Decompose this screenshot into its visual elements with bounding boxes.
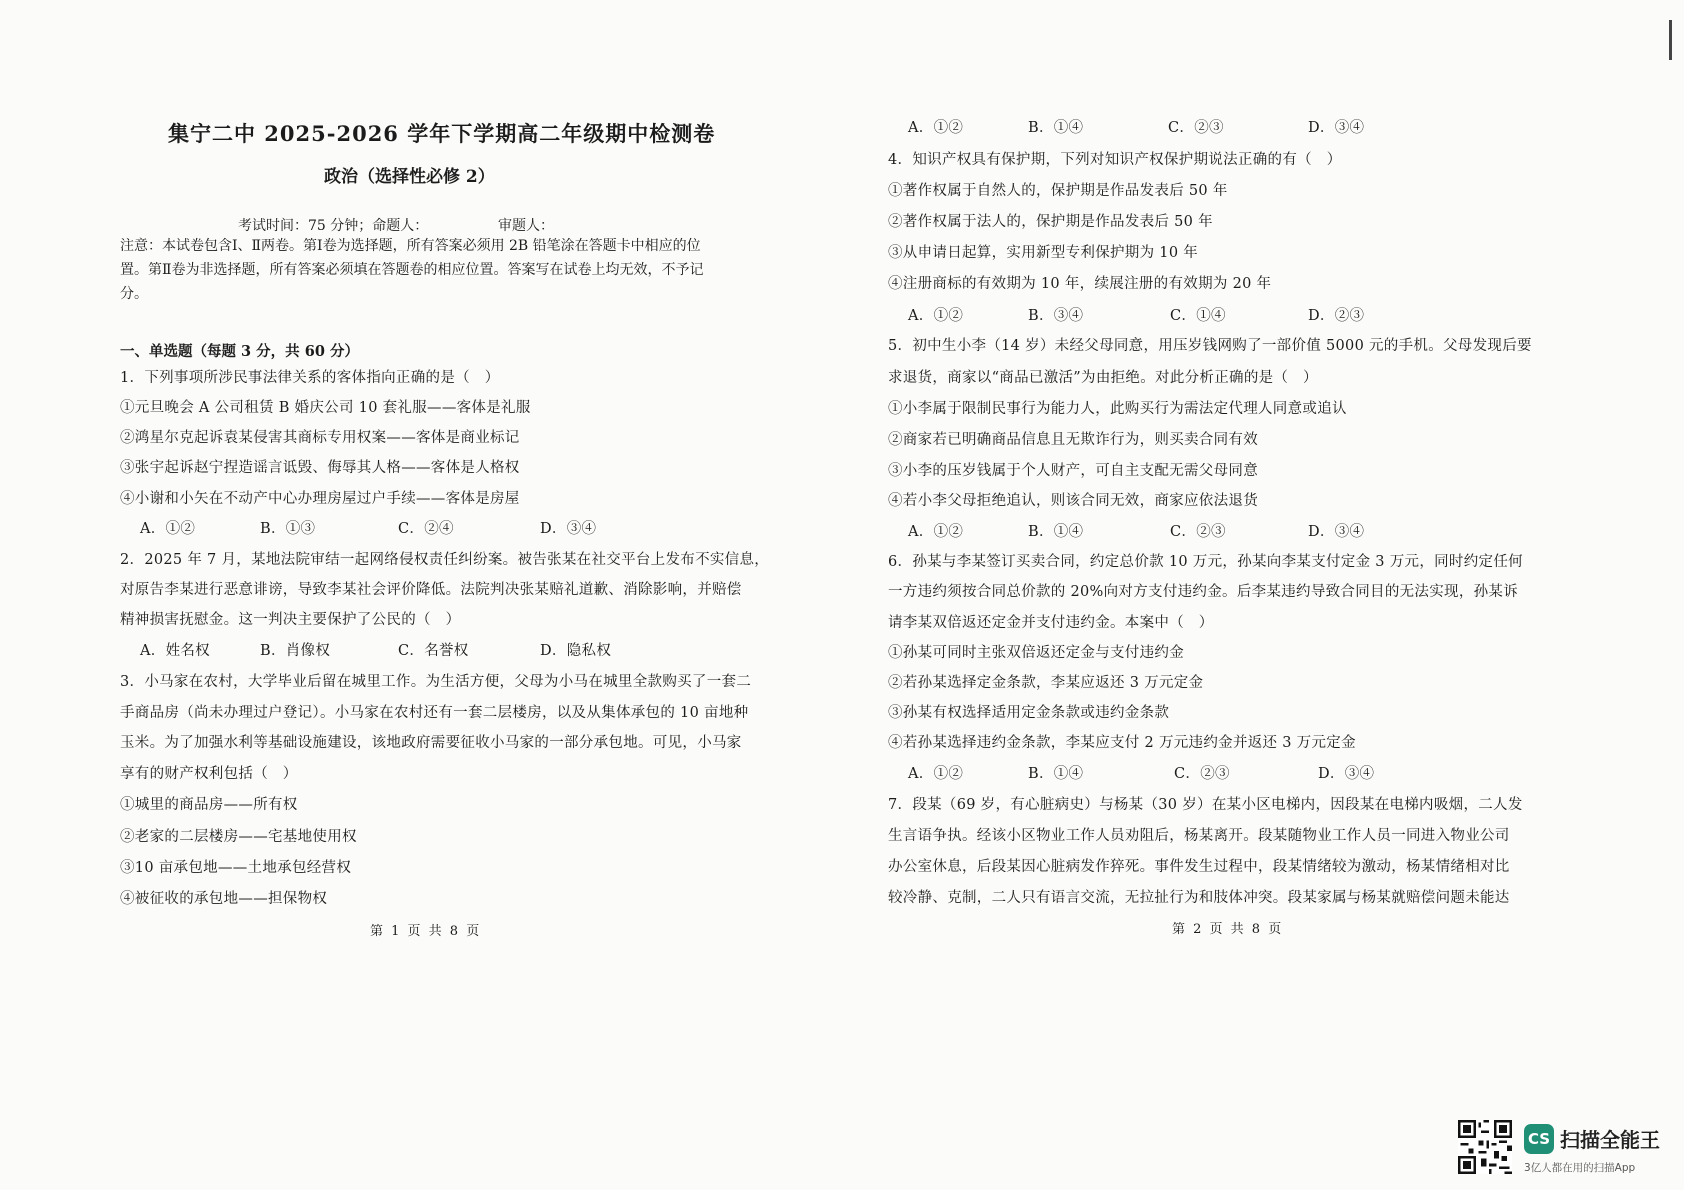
question-6-line: 6．孙某与李某签订买卖合同，约定总价款 10 万元，孙某向李某支付定金 3 万元，同时约定任何 [888, 554, 1523, 570]
question-4-item: ①著作权属于自然人的，保护期是作品发表后 50 年 [888, 183, 1228, 199]
question-7-line: 较冷静、克制，二人只有语言交流，无拉扯行为和肢体冲突。段某家属与杨某就赔偿问题未能达 [888, 890, 1510, 906]
page-1 [120, 0, 800, 1060]
question-3-item: ②老家的二层楼房——宅基地使用权 [120, 829, 357, 845]
question-3-item: ①城里的商品房——所有权 [120, 797, 298, 813]
question-4-item: ③从申请日起算，实用新型专利保护期为 10 年 [888, 245, 1199, 261]
question-6-line: 一方违约须按合同总价款的 20%向对方支付违约金。后李某违约导致合同目的无法实现，孙某诉 [888, 584, 1519, 600]
question-2-option-b: B．肖像权 [260, 643, 331, 659]
question-5-line: 求退货，商家以“商品已激活”为由拒绝。对此分析正确的是（ ） [888, 370, 1318, 386]
page-footer: 第 2 页 共 8 页 [1172, 922, 1284, 937]
question-2-option-c: C．名誉权 [398, 643, 469, 659]
exam-notice: 注意：本试卷包含Ⅰ、Ⅱ两卷。第Ⅰ卷为选择题，所有答案必须用 2B 铅笔涂在答题卡中相应的位置。第Ⅱ卷为非选择题，所有答案必须填在答题卷的相应位置。答案写在试卷上均无效，不予记分。 [120, 238, 704, 302]
question-6-option-d: D．③④ [1318, 766, 1375, 782]
section-heading: 一、单选题（每题 3 分，共 60 分） [120, 343, 359, 360]
exam-time-author: 考试时间：75 分钟；命题人： [238, 218, 429, 234]
question-5-item: ④若小李父母拒绝追认，则该合同无效，商家应依法退货 [888, 493, 1258, 509]
question-3-line: 玉米。为了加强水利等基础设施建设，该地政府需要征收小马家的一部分承包地。可见，小马家 [120, 735, 742, 751]
question-1-option-a: A．①② [140, 521, 196, 537]
question-3-option-a: A．①② [908, 120, 964, 136]
question-6-item: ③孙某有权选择适用定金条款或违约金条款 [888, 705, 1170, 721]
question-6-option-b: B．①④ [1028, 766, 1084, 782]
question-2-line: 精神损害抚慰金。这一判决主要保护了公民的（ ） [120, 612, 461, 628]
question-5-item: ③小李的压岁钱属于个人财产，可自主支配无需父母同意 [888, 463, 1258, 479]
question-1-item: ③张宇起诉赵宁捏造谣言诋毁、侮辱其人格——客体是人格权 [120, 460, 520, 476]
question-6-option-a: A．①② [908, 766, 964, 782]
scanner-app-name: 扫描全能王 [1560, 1128, 1660, 1152]
exam-reviewer: 审题人： [498, 218, 554, 234]
question-3-line: 3．小马家在农村，大学毕业后留在城里工作。为生活方便，父母为小马在城里全款购买了一套二 [120, 674, 752, 690]
exam-title: 集宁二中 2025-2026 学年下学期高二年级期中检测卷 [168, 121, 716, 146]
question-4-stem: 4．知识产权具有保护期，下列对知识产权保护期说法正确的有（ ） [888, 152, 1342, 168]
question-2-line: 2．2025 年 7 月，某地法院审结一起网络侵权责任纠纷案。被告张某在社交平台上发布不实信息， [120, 552, 770, 568]
question-7-line: 生言语争执。经该小区物业工作人员劝阻后，杨某离开。段某随物业工作人员一同进入物业公司 [888, 828, 1510, 844]
question-7-line: 7．段某（69 岁，有心脏病史）与杨某（30 岁）在某小区电梯内，因段某在电梯内吸烟，二人发 [888, 797, 1523, 813]
question-6-line: 请李某双倍返还定金并支付违约金。本案中（ ） [888, 615, 1214, 631]
question-1-option-d: D．③④ [540, 521, 597, 537]
question-3-option-b: B．①④ [1028, 120, 1084, 136]
question-5-option-a: A．①② [908, 524, 964, 540]
question-1-stem: 1．下列事项所涉民事法律关系的客体指向正确的是（ ） [120, 370, 500, 386]
scan-edge-mark [1669, 20, 1672, 60]
exam-subtitle: 政治（选择性必修 2） [324, 167, 495, 187]
question-4-option-b: B．③④ [1028, 308, 1084, 324]
question-1-option-b: B．①③ [260, 521, 316, 537]
question-5-option-b: B．①④ [1028, 524, 1084, 540]
question-3-line: 享有的财产权利包括（ ） [120, 766, 298, 782]
question-4-option-a: A．①② [908, 308, 964, 324]
qr-code-icon [1458, 1120, 1512, 1174]
question-6-option-c: C．②③ [1174, 766, 1230, 782]
question-3-option-d: D．③④ [1308, 120, 1365, 136]
question-6-item: ①孙某可同时主张双倍返还定金与支付违约金 [888, 645, 1184, 661]
question-5-option-c: C．②③ [1170, 524, 1226, 540]
question-5-line: 5．初中生小李（14 岁）未经父母同意，用压岁钱网购了一部价值 5000 元的手机。父母发现后要 [888, 338, 1532, 354]
scanner-tagline: 3亿人都在用的扫描App [1524, 1162, 1636, 1174]
question-2-option-a: A．姓名权 [140, 643, 210, 659]
question-5-option-d: D．③④ [1308, 524, 1365, 540]
question-1-item: ④小谢和小矢在不动产中心办理房屋过户手续——客体是房屋 [120, 491, 520, 507]
question-5-item: ①小李属于限制民事行为能力人，此购买行为需法定代理人同意或追认 [888, 401, 1347, 417]
question-4-option-c: C．①④ [1170, 308, 1226, 324]
page-2 [888, 0, 1548, 1060]
question-4-option-d: D．②③ [1308, 308, 1365, 324]
question-6-item: ④若孙某选择违约金条款，李某应支付 2 万元违约金并返还 3 万元定金 [888, 735, 1356, 751]
question-3-option-c: C．②③ [1168, 120, 1224, 136]
question-1-option-c: C．②④ [398, 521, 454, 537]
question-1-item: ①元旦晚会 A 公司租赁 B 婚庆公司 10 套礼服——客体是礼服 [120, 400, 531, 416]
question-1-item: ②鸿星尔克起诉袁某侵害其商标专用权案——客体是商业标记 [120, 430, 520, 446]
question-7-line: 办公室休息，后段某因心脏病发作猝死。事件发生过程中，段某情绪较为激动，杨某情绪相对比 [888, 859, 1510, 875]
question-2-line: 对原告李某进行恶意诽谤，导致李某社会评价降低。法院判决张某赔礼道歉、消除影响，并赔偿 [120, 582, 742, 598]
question-4-item: ②著作权属于法人的，保护期是作品发表后 50 年 [888, 214, 1213, 230]
question-3-item: ③10 亩承包地——土地承包经营权 [120, 860, 352, 876]
scanner-logo-badge: CS [1524, 1124, 1554, 1154]
question-3-item: ④被征收的承包地——担保物权 [120, 891, 328, 907]
question-3-line: 手商品房（尚未办理过户登记）。小马家在农村还有一套二层楼房，以及从集体承包的 10 亩地种 [120, 705, 749, 721]
page-footer: 第 1 页 共 8 页 [370, 924, 482, 939]
question-4-item: ④注册商标的有效期为 10 年，续展注册的有效期为 20 年 [888, 276, 1272, 292]
question-5-item: ②商家若已明确商品信息且无欺诈行为，则买卖合同有效 [888, 432, 1258, 448]
question-2-option-d: D．隐私权 [540, 643, 612, 659]
question-6-item: ②若孙某选择定金条款，李某应返还 3 万元定金 [888, 675, 1204, 691]
